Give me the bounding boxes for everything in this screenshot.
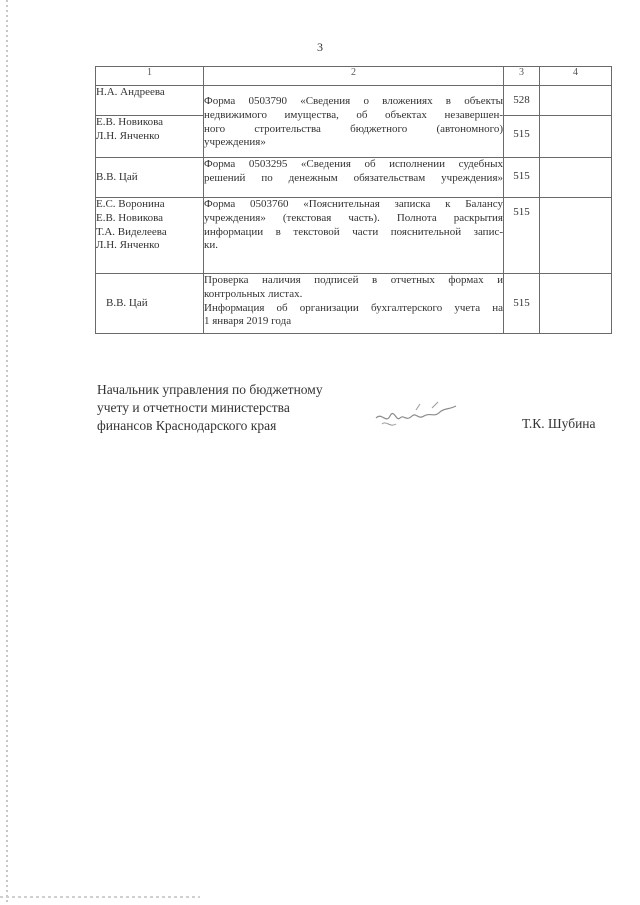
number-value: 515 (513, 206, 530, 218)
responsible-name: Е.В. Новикова (96, 116, 164, 128)
number-cell (504, 116, 540, 158)
responsible-cell (96, 198, 204, 274)
scan-left-edge (6, 0, 8, 905)
responsible-name: Л.Н. Янченко (96, 129, 160, 142)
number-value: 515 (513, 296, 530, 309)
col4-cell (540, 158, 612, 198)
responsible-cell (96, 274, 204, 334)
header-col-2: 2 (204, 67, 504, 86)
number-value: 528 (513, 94, 530, 106)
description-cell (204, 86, 504, 158)
description-line: Форма 0503790 «Сведения о вложениях в объекты (204, 95, 503, 107)
description-line: 1 января 2019 года (204, 315, 292, 328)
signatory-title-line: Начальник управления по бюджетному (97, 382, 323, 397)
signatory-title-line: учету и отчетности министерства (97, 400, 290, 415)
handwritten-signature (372, 398, 462, 434)
description-cell (204, 274, 504, 334)
table-row (96, 86, 612, 116)
responsible-cell (96, 158, 204, 198)
description-line: учреждения» (204, 136, 266, 149)
responsible-name: В.В. Цай (106, 296, 148, 309)
description-line: учреждения» (текстовая часть). Полнота раскрытия (204, 211, 503, 224)
col4-cell (540, 198, 612, 274)
description-line: ного строительства бюджетного (автономного) (204, 122, 503, 135)
signatory-name: Т.К. Шубина (522, 416, 596, 431)
number-cell (504, 198, 540, 274)
description-line: информации в текстовой части пояснительной запис- (204, 225, 503, 238)
col4-cell (540, 274, 612, 334)
description-line: недвижимого имущества, об объектах незавершен- (204, 108, 503, 121)
description-line: ки. (204, 239, 218, 252)
number-value: 515 (513, 170, 530, 182)
responsible-name: Н.А. Андреева (96, 86, 165, 98)
header-col-1: 1 (96, 67, 204, 86)
table-header-row (96, 67, 612, 86)
number-cell (504, 158, 540, 198)
number-cell (504, 274, 540, 334)
col4-cell (540, 86, 612, 116)
table-row (96, 274, 612, 334)
description-line: контрольных листах. (204, 287, 303, 300)
signatory-title-line: финансов Краснодарского края (97, 418, 277, 433)
header-col-4: 4 (540, 67, 612, 86)
number-cell (504, 86, 540, 116)
description-line: Форма 0503760 «Пояснительная записка к Балансу (204, 198, 503, 210)
description-line: Информация об организации бухгалтерского учета на (204, 301, 503, 314)
description-line: Проверка наличия подписей в отчетных формах и (204, 274, 503, 286)
header-col-3: 3 (504, 67, 540, 86)
scan-bottom-edge (0, 896, 200, 898)
col4-cell (540, 116, 612, 158)
responsible-cell (96, 86, 204, 116)
responsible-cell (96, 116, 204, 158)
responsible-name: Е.В. Новикова (96, 211, 164, 224)
responsible-name: Е.С. Воронина (96, 198, 165, 210)
number-value: 515 (513, 128, 530, 140)
responsible-name: Т.А. Виделеева (96, 225, 167, 238)
table-row (96, 158, 612, 198)
page-number: 3 (317, 40, 323, 54)
responsible-name: В.В. Цай (96, 170, 138, 183)
table-row (96, 198, 612, 274)
description-line: Форма 0503295 «Сведения об исполнении судебных (204, 158, 503, 170)
description-cell (204, 198, 504, 274)
description-cell (204, 158, 504, 198)
description-line: решений по денежным обязательствам учреждения» (204, 171, 503, 184)
responsible-name: Л.Н. Янченко (96, 239, 160, 252)
report-table (95, 66, 612, 334)
